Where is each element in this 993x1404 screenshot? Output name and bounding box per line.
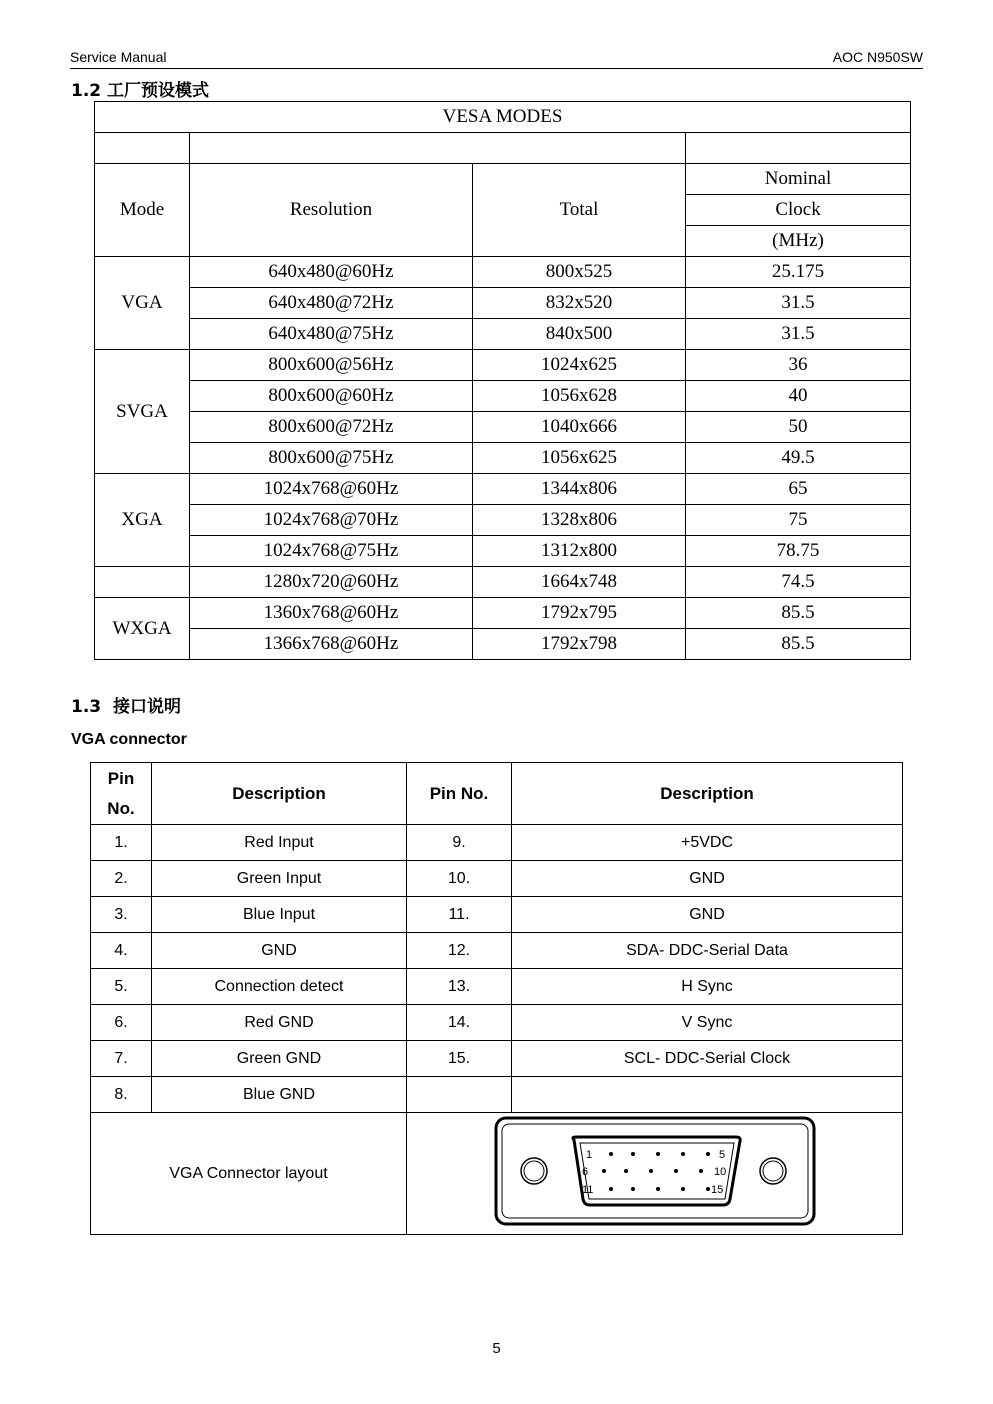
pin-dot xyxy=(706,1187,710,1191)
pin-number: 9. xyxy=(407,825,512,861)
pin-number: 13. xyxy=(407,969,512,1005)
pin-dot xyxy=(681,1152,685,1156)
pin-description: Red Input xyxy=(152,825,407,861)
pin-number: 7. xyxy=(91,1041,152,1077)
vesa-header-resolution: Resolution xyxy=(190,164,473,257)
pin-label-11: 11 xyxy=(581,1184,593,1196)
pin-number: 8. xyxy=(91,1077,152,1113)
pin-description: GND xyxy=(512,861,903,897)
vesa-clock: 25.175 xyxy=(686,257,911,288)
vesa-clock: 49.5 xyxy=(686,443,911,474)
vesa-clock: 85.5 xyxy=(686,629,911,660)
header-left: Service Manual xyxy=(70,49,167,65)
pin-number: 4. xyxy=(91,933,152,969)
vesa-empty-cell xyxy=(95,567,190,598)
table-row xyxy=(95,474,911,505)
pin-label-6: 6 xyxy=(581,1166,588,1178)
vesa-empty-cell xyxy=(686,133,911,164)
table-row xyxy=(95,598,911,629)
pin-label-5: 5 xyxy=(718,1149,725,1161)
table-row xyxy=(91,1041,903,1077)
pin-number: 5. xyxy=(91,969,152,1005)
pin-header-pin-no-2: Pin No. xyxy=(407,763,512,825)
table-row xyxy=(95,505,911,536)
vesa-clock: 74.5 xyxy=(686,567,911,598)
pin-label-1: 1 xyxy=(585,1149,592,1161)
vesa-empty-cell xyxy=(95,133,190,164)
vesa-clock: 50 xyxy=(686,412,911,443)
pin-description: SCL- DDC-Serial Clock xyxy=(512,1041,903,1077)
table-row xyxy=(95,319,911,350)
pin-description: Green GND xyxy=(152,1041,407,1077)
pin-row-2 xyxy=(602,1169,703,1173)
vesa-header-total: Total xyxy=(473,164,686,257)
pin-row-1 xyxy=(609,1152,710,1156)
pin-description: +5VDC xyxy=(512,825,903,861)
vesa-resolution: 1024x768@60Hz xyxy=(190,474,473,505)
table-row xyxy=(95,567,911,598)
vesa-header-mode: Mode xyxy=(95,164,190,257)
pin-number: 2. xyxy=(91,861,152,897)
vesa-resolution: 1366x768@60Hz xyxy=(190,629,473,660)
section-1-3-title: 接口说明 xyxy=(112,697,181,717)
pin-dot xyxy=(706,1152,710,1156)
pin-description: Connection detect xyxy=(152,969,407,1005)
vesa-group-xga: XGA xyxy=(95,474,190,567)
vesa-resolution: 800x600@60Hz xyxy=(190,381,473,412)
vesa-resolution: 800x600@75Hz xyxy=(190,443,473,474)
pin-header-line2: No. xyxy=(107,798,135,818)
vesa-clock: 75 xyxy=(686,505,911,536)
pin-dot xyxy=(631,1152,635,1156)
pin-number xyxy=(407,1077,512,1113)
table-row xyxy=(91,1077,903,1113)
pin-number: 14. xyxy=(407,1005,512,1041)
table-row xyxy=(91,1113,903,1235)
pin-header-line1: Pin xyxy=(107,768,135,788)
vesa-clock: 65 xyxy=(686,474,911,505)
table-row xyxy=(95,257,911,288)
pin-number: 15. xyxy=(407,1041,512,1077)
pin-description: GND xyxy=(152,933,407,969)
table-row xyxy=(95,350,911,381)
pin-header-description: Description xyxy=(152,763,407,825)
vesa-total: 1664x748 xyxy=(473,567,686,598)
page-number: 5 xyxy=(492,1340,501,1357)
pin-description: H Sync xyxy=(512,969,903,1005)
pin-number: 6. xyxy=(91,1005,152,1041)
pin-number: 1. xyxy=(91,825,152,861)
table-row xyxy=(95,536,911,567)
screw-hole-right xyxy=(760,1158,786,1184)
vesa-group-svga: SVGA xyxy=(95,350,190,474)
vesa-header-clock-line1: Nominal xyxy=(686,164,911,195)
pin-label-10: 10 xyxy=(713,1166,726,1178)
pin-description: Green Input xyxy=(152,861,407,897)
vesa-resolution: 1024x768@70Hz xyxy=(190,505,473,536)
pin-number: 10. xyxy=(407,861,512,897)
vesa-clock: 40 xyxy=(686,381,911,412)
vesa-header-clock-line2: Clock xyxy=(686,195,911,226)
vesa-resolution: 640x480@72Hz xyxy=(190,288,473,319)
table-row xyxy=(95,412,911,443)
vesa-total: 1024x625 xyxy=(473,350,686,381)
vesa-resolution: 1024x768@75Hz xyxy=(190,536,473,567)
pin-dot xyxy=(609,1187,613,1191)
vesa-resolution: 1280x720@60Hz xyxy=(190,567,473,598)
table-row xyxy=(95,443,911,474)
table-row xyxy=(91,825,903,861)
pin-header-pin-no xyxy=(91,763,152,825)
section-1-3-heading xyxy=(71,692,181,717)
vesa-total: 1040x666 xyxy=(473,412,686,443)
screw-hole-right-inner xyxy=(763,1161,783,1181)
vesa-clock: 85.5 xyxy=(686,598,911,629)
pin-description: Red GND xyxy=(152,1005,407,1041)
pin-number: 12. xyxy=(407,933,512,969)
vesa-resolution: 640x480@60Hz xyxy=(190,257,473,288)
vesa-total: 800x525 xyxy=(473,257,686,288)
vga-connector-subtitle: VGA connector xyxy=(71,731,187,748)
table-row xyxy=(91,1005,903,1041)
vesa-header-clock-line3: (MHz) xyxy=(686,226,911,257)
pin-dot xyxy=(699,1169,703,1173)
vesa-total: 1344x806 xyxy=(473,474,686,505)
connector-diagram-cell xyxy=(407,1113,903,1235)
screw-hole-left xyxy=(521,1158,547,1184)
pin-description: Blue GND xyxy=(152,1077,407,1113)
vesa-empty-cell xyxy=(190,133,686,164)
vesa-table-title: VESA MODES xyxy=(95,102,911,133)
pin-dot xyxy=(609,1152,613,1156)
pin-number: 11. xyxy=(407,897,512,933)
pin-description: SDA- DDC-Serial Data xyxy=(512,933,903,969)
vesa-total: 1312x800 xyxy=(473,536,686,567)
section-1-2-heading xyxy=(71,76,209,101)
screw-hole-left-inner xyxy=(524,1161,544,1181)
pin-dot xyxy=(681,1187,685,1191)
vesa-modes-table xyxy=(94,101,911,660)
pin-label-15: 15 xyxy=(710,1184,723,1196)
vesa-total: 840x500 xyxy=(473,319,686,350)
vesa-clock: 31.5 xyxy=(686,288,911,319)
pin-description: V Sync xyxy=(512,1005,903,1041)
table-row xyxy=(91,933,903,969)
table-row xyxy=(95,629,911,660)
header-divider xyxy=(70,68,923,69)
vga-pin-table xyxy=(90,762,903,1235)
vesa-total: 1056x625 xyxy=(473,443,686,474)
pin-dot xyxy=(624,1169,628,1173)
header-right: AOC N950SW xyxy=(832,49,923,65)
table-row xyxy=(91,861,903,897)
vesa-group-vga: VGA xyxy=(95,257,190,350)
section-1-3-number: 1.3 xyxy=(71,697,102,717)
pin-description: Blue Input xyxy=(152,897,407,933)
vesa-clock: 78.75 xyxy=(686,536,911,567)
vesa-group-wxga: WXGA xyxy=(95,598,190,660)
pin-description: GND xyxy=(512,897,903,933)
section-1-2-title: 工厂预设模式 xyxy=(107,81,210,101)
vesa-total: 1056x628 xyxy=(473,381,686,412)
vesa-clock: 36 xyxy=(686,350,911,381)
connector-layout-label: VGA Connector layout xyxy=(91,1113,407,1235)
vesa-resolution: 800x600@56Hz xyxy=(190,350,473,381)
pin-number: 3. xyxy=(91,897,152,933)
table-row xyxy=(95,381,911,412)
vesa-total: 832x520 xyxy=(473,288,686,319)
pin-dot xyxy=(631,1187,635,1191)
pin-dot xyxy=(674,1169,678,1173)
vesa-resolution: 800x600@72Hz xyxy=(190,412,473,443)
vesa-total: 1328x806 xyxy=(473,505,686,536)
table-row xyxy=(95,288,911,319)
pin-dot xyxy=(656,1187,660,1191)
vesa-clock: 31.5 xyxy=(686,319,911,350)
vga-connector-diagram xyxy=(408,1113,902,1229)
vesa-resolution: 640x480@75Hz xyxy=(190,319,473,350)
section-1-2-number: 1.2 xyxy=(71,81,102,101)
pin-header-description-2: Description xyxy=(512,763,903,825)
pin-row-3 xyxy=(609,1187,710,1191)
pin-description xyxy=(512,1077,903,1113)
vesa-resolution: 1360x768@60Hz xyxy=(190,598,473,629)
table-row xyxy=(91,969,903,1005)
table-row xyxy=(91,897,903,933)
pin-dot xyxy=(602,1169,606,1173)
vesa-total: 1792x795 xyxy=(473,598,686,629)
pin-dot xyxy=(649,1169,653,1173)
vesa-total: 1792x798 xyxy=(473,629,686,660)
pin-dot xyxy=(656,1152,660,1156)
